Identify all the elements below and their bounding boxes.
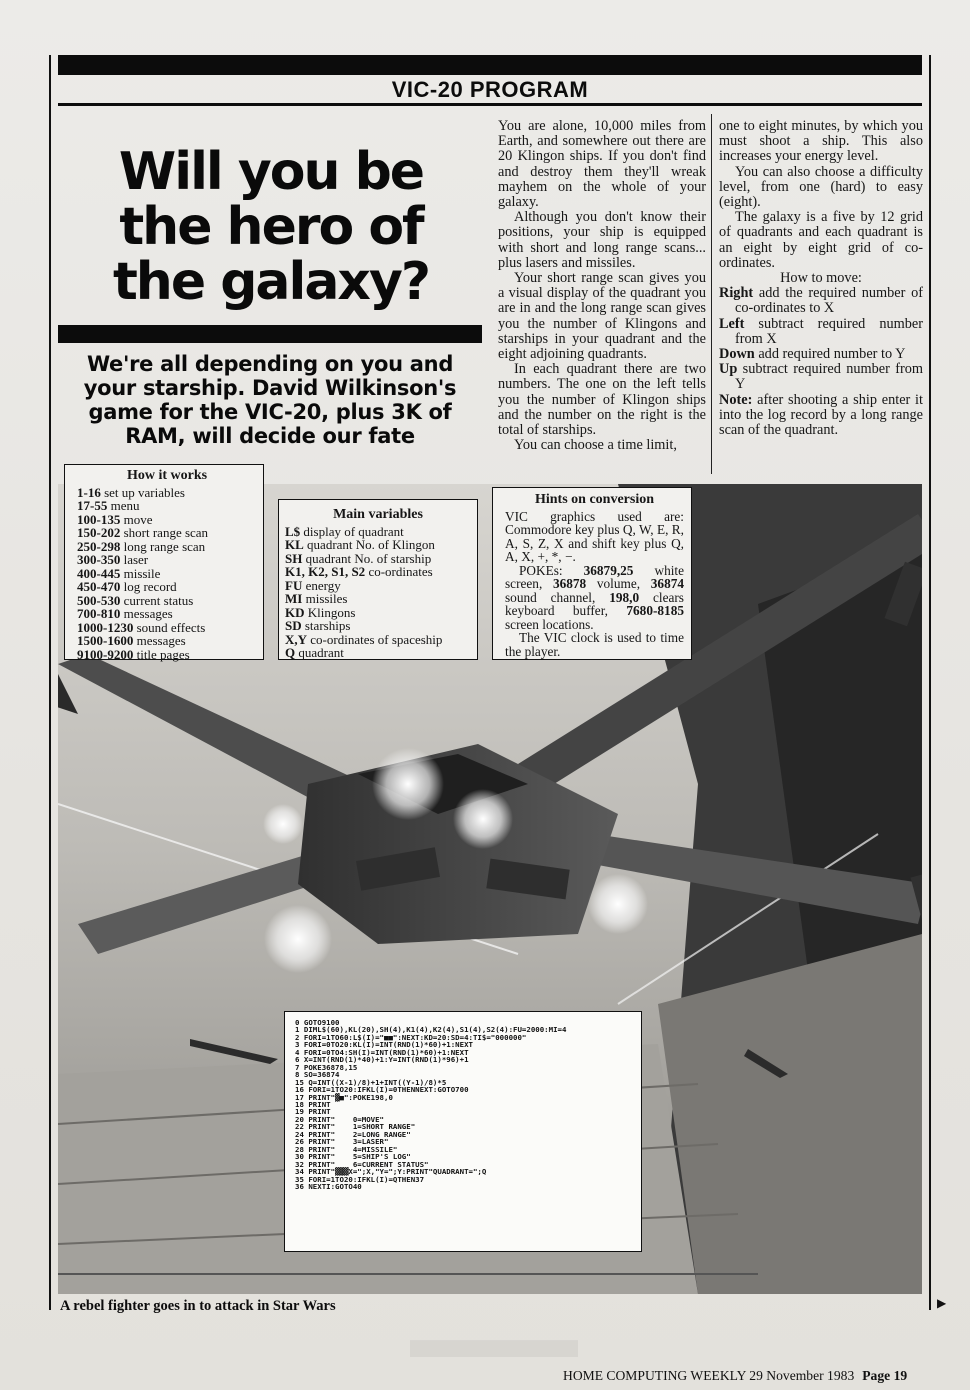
listing-line: 32 PRINT" 6=CURRENT STATUS" xyxy=(295,1159,429,1169)
article-column-1 xyxy=(498,119,706,453)
line-range-row xyxy=(77,540,257,554)
line-range-description: short range scan xyxy=(123,525,209,540)
line-range: 1500-1600 xyxy=(77,633,134,648)
listing-line: 2 FORI=1TO60:L$(I)="■■":NEXT:KD=20:SD=4:TI$="000000" xyxy=(295,1032,527,1042)
top-black-bar xyxy=(58,55,922,75)
variable-row xyxy=(285,619,471,633)
article-paragraph: Your short range scan gives you a visual display of the quadrant you are in and the long range scan gives you the number of Klingons and starships in your quadrant and the eight adjoining quadrants. xyxy=(498,270,706,363)
hints-on-conversion-box xyxy=(492,487,692,660)
listing-line: 24 PRINT" 2=LONG RANGE" xyxy=(295,1129,411,1139)
headline-line-1: Will you be xyxy=(118,142,424,202)
headline-line-3: the galaxy? xyxy=(112,252,430,312)
line-range-description: messages xyxy=(123,606,173,621)
main-variables-title: Main variables xyxy=(333,507,423,522)
article-paragraph: Although you don't know their positions, your ship is equipped with short and long range scans... plus lasers and missiles. xyxy=(498,209,706,271)
line-range-description: title pages xyxy=(136,646,190,662)
article-paragraph: You can also choose a difficulty level, from one (hard) to easy (eight). xyxy=(719,163,923,211)
listing-line: 15 Q=INT((X-1)/8)+1+INT((Y-1)/8)*5 xyxy=(295,1077,447,1087)
article-paragraph: In each quadrant there are two numbers. The one on the left tells you the number of Klingon ships and the number on the right is the total of starships. xyxy=(498,361,706,439)
program-listing xyxy=(284,1011,642,1252)
listing-line: 7 POKE36878,15 xyxy=(295,1062,358,1072)
line-range-row xyxy=(77,499,257,513)
line-range: 150-202 xyxy=(77,525,121,540)
listing-line: 35 FORI=1TO20:IFKL(I)=QTHEN37 xyxy=(295,1174,425,1184)
listing-line: 30 PRINT" 5=SHIP'S LOG" xyxy=(295,1152,411,1162)
poke-value: 36878 xyxy=(552,576,587,591)
line-range-row xyxy=(77,567,257,581)
listing-line: 36 NEXTI:GOTO40 xyxy=(295,1181,362,1191)
note-text: after shooting a ship enter it into the log record by a long range scan of the quadrant. xyxy=(719,391,923,439)
show-through-logo: ▬▬▬ xyxy=(410,1306,578,1369)
variable-description: quadrant xyxy=(298,645,344,660)
section-label: VIC-20 PROGRAM xyxy=(391,77,589,102)
hints-clock-text: The VIC clock is used to time the player. xyxy=(505,630,684,659)
line-range-row xyxy=(77,486,257,500)
poke-description: volume, xyxy=(596,576,641,591)
article-paragraph: You can choose a time limit, xyxy=(514,437,677,454)
pokes-label: POKEs: xyxy=(519,562,563,578)
line-range-description: missile xyxy=(123,565,161,581)
page-footer xyxy=(563,1368,907,1384)
variable-row xyxy=(285,606,471,620)
variable-description: starships xyxy=(304,618,351,633)
listing-line: 28 PRINT" 4=MISSILE" xyxy=(295,1144,398,1154)
variable-name: K1, K2, S1, S2 xyxy=(285,564,366,579)
variable-row xyxy=(285,579,471,593)
line-range: 300-350 xyxy=(77,552,121,567)
move-key: Up xyxy=(719,361,738,378)
line-range-row xyxy=(77,621,257,635)
line-range-description: messages xyxy=(136,633,186,648)
listing-line: 26 PRINT" 3=LASER" xyxy=(295,1137,389,1147)
listing-line: 1 DIML$(60),KL(20),SH(4),K1(4),K2(4),S1(4),S2(4):FU=2000:MI=4 xyxy=(295,1025,567,1035)
note-label: Note: xyxy=(719,391,753,408)
variable-row xyxy=(285,633,471,647)
listing-line: 3 FORI=0TO20:KL(I)=INT(RND(1)*60)+1:NEXT xyxy=(295,1040,473,1050)
variable-name: L$ xyxy=(285,523,301,539)
variable-row xyxy=(285,525,471,539)
variable-name: Q xyxy=(285,645,296,660)
how-it-works-title: How it works xyxy=(126,468,208,483)
variable-description: display of quadrant xyxy=(303,523,404,539)
poke-value: 36874 xyxy=(650,576,685,591)
listing-line: 22 PRINT" 1=SHORT RANGE" xyxy=(295,1122,416,1132)
hints-graphics-text: VIC graphics used are: Commodore key plus Q, W, E, R, A, S, Z, X and shift key plus Q, A, X, +, *, −. xyxy=(505,508,684,564)
variable-row xyxy=(285,646,471,660)
headline xyxy=(64,142,478,312)
listing-line: 17 PRINT"▓■":POKE198,0 xyxy=(295,1092,393,1102)
line-range-description: menu xyxy=(110,498,140,513)
article-paragraph: The galaxy is a five by 12 grid of quadrants and each quadrant is an eight by eight grid of co-ordinates. xyxy=(719,209,923,271)
poke-description: screen locations. xyxy=(505,616,594,632)
standfirst: We're all depending on you and your starship. David Wilkinson's game for the VIC-20, plus 3K of RAM, will decide our fate xyxy=(83,352,457,448)
line-range-description: laser xyxy=(123,552,149,567)
poke-description: white screen, xyxy=(505,562,685,591)
poke-value: 36879,25 xyxy=(583,562,634,578)
listing-line: 34 PRINT"▓▓▓X=";X,"Y=";Y:PRINT"QUADRANT=";Q xyxy=(295,1167,487,1177)
listing-line: 6 X=INT(RND(1)*40)+1:Y=INT(RND(1)*96)+1 xyxy=(295,1055,469,1065)
line-range-row xyxy=(77,648,257,662)
page-number: Page 19 xyxy=(862,1368,908,1383)
hints-title: Hints on conversion xyxy=(534,492,654,507)
line-range: 9100-9200 xyxy=(77,646,134,662)
line-range: 450-470 xyxy=(77,579,121,594)
continue-arrow-icon: ▶ xyxy=(937,1296,947,1310)
variable-description: co-ordinates of spaceship xyxy=(310,631,443,647)
listing-line: 18 PRINT xyxy=(295,1099,331,1109)
poke-value: 198,0 xyxy=(609,589,640,605)
variable-row xyxy=(285,552,471,566)
poke-description: sound channel, xyxy=(505,589,596,605)
variable-name: SH xyxy=(285,550,303,566)
variable-name: SD xyxy=(285,618,302,633)
section-rule xyxy=(58,103,922,106)
variable-row xyxy=(285,538,471,552)
line-range-row xyxy=(77,526,257,540)
variable-description: Klingons xyxy=(307,604,356,620)
headline-line-2: the hero of xyxy=(119,197,423,257)
variable-name: X,Y xyxy=(285,631,308,647)
line-range: 400-445 xyxy=(77,565,121,581)
line-range-description: sound effects xyxy=(136,619,206,635)
line-range-description: current status xyxy=(123,592,194,608)
line-range: 17-55 xyxy=(77,498,108,513)
line-range-description: long range scan xyxy=(123,538,206,554)
move-instruction xyxy=(719,362,923,392)
article-column-2 xyxy=(719,119,923,438)
listing-line: 0 GOTO9100 xyxy=(295,1018,340,1027)
move-key: Right xyxy=(719,285,754,302)
move-text: subtract required number from Y xyxy=(735,361,923,393)
line-range: 700-810 xyxy=(77,606,121,621)
line-range: 250-298 xyxy=(77,538,121,554)
main-variables-box xyxy=(278,499,478,660)
move-key: Left xyxy=(719,315,745,332)
move-instruction xyxy=(719,286,923,316)
how-to-move-heading: How to move: xyxy=(780,270,862,287)
variable-description: energy xyxy=(305,577,341,593)
line-range-row xyxy=(77,553,257,567)
variable-name: KD xyxy=(285,604,305,620)
move-instruction xyxy=(719,317,923,347)
poke-value: 7680-8185 xyxy=(626,603,684,618)
line-range-row xyxy=(77,607,257,621)
listing-line: 4 FORI=0TO4:SH(I)=INT(RND(1)*60)+1:NEXT xyxy=(295,1047,469,1057)
how-it-works-box xyxy=(64,464,264,660)
line-range: 100-135 xyxy=(77,511,121,527)
line-range-row xyxy=(77,594,257,608)
listing-line: 20 PRINT" 0=MOVE" xyxy=(295,1114,384,1124)
page-frame-left xyxy=(49,55,51,1310)
note-paragraph xyxy=(719,393,923,439)
column-rule xyxy=(711,114,712,474)
line-range: 1-16 xyxy=(77,484,101,500)
article-paragraph: one to eight minutes, by which you must shoot a ship. This also increases your energy level. xyxy=(719,118,923,165)
line-range-row xyxy=(77,513,257,527)
line-range: 500-530 xyxy=(77,592,121,608)
listing-line: 19 PRINT xyxy=(295,1107,331,1117)
move-text: add the required number of co-ordinates to X xyxy=(735,285,923,317)
line-range-row xyxy=(77,580,257,594)
hints-pokes xyxy=(505,564,684,632)
variable-description: missiles xyxy=(305,591,348,606)
variable-row xyxy=(285,592,471,606)
line-range-description: set up variables xyxy=(104,484,185,500)
move-key: Down xyxy=(719,346,755,363)
line-range-row xyxy=(77,634,257,648)
variable-name: KL xyxy=(285,537,304,552)
line-range-description: move xyxy=(123,511,153,527)
variable-row xyxy=(285,565,471,579)
page-frame-right xyxy=(929,55,931,1310)
line-range: 1000-1230 xyxy=(77,619,134,635)
listing-line: 8 SO=36874 xyxy=(295,1070,340,1080)
move-text: add required number to Y xyxy=(758,346,906,363)
variable-description: quadrant No. of starship xyxy=(305,550,432,566)
line-range-description: log record xyxy=(123,579,177,594)
publication-line: HOME COMPUTING WEEKLY 29 November 1983 xyxy=(563,1368,855,1383)
headline-black-bar xyxy=(58,325,482,343)
move-instruction xyxy=(719,347,923,362)
variable-name: FU xyxy=(285,577,303,593)
poke-description: clears keyboard buffer, xyxy=(505,589,684,618)
variable-description: quadrant No. of Klingon xyxy=(307,537,435,552)
variable-name: MI xyxy=(285,591,303,606)
variable-description: co-ordinates xyxy=(368,564,433,579)
illustration-caption: A rebel fighter goes in to attack in Star Wars xyxy=(60,1298,336,1314)
move-text: subtract required number from X xyxy=(735,315,923,347)
listing-line: 16 FORI=1TO20:IFKL(I)=0THENNEXT:GOTO700 xyxy=(295,1085,469,1095)
article-paragraph: You are alone, 10,000 miles from Earth, and somewhere out there are 20 Klingon ships. If you don't find and destroy them they'll wreak mayhem on the whole of your galaxy. xyxy=(498,118,706,211)
